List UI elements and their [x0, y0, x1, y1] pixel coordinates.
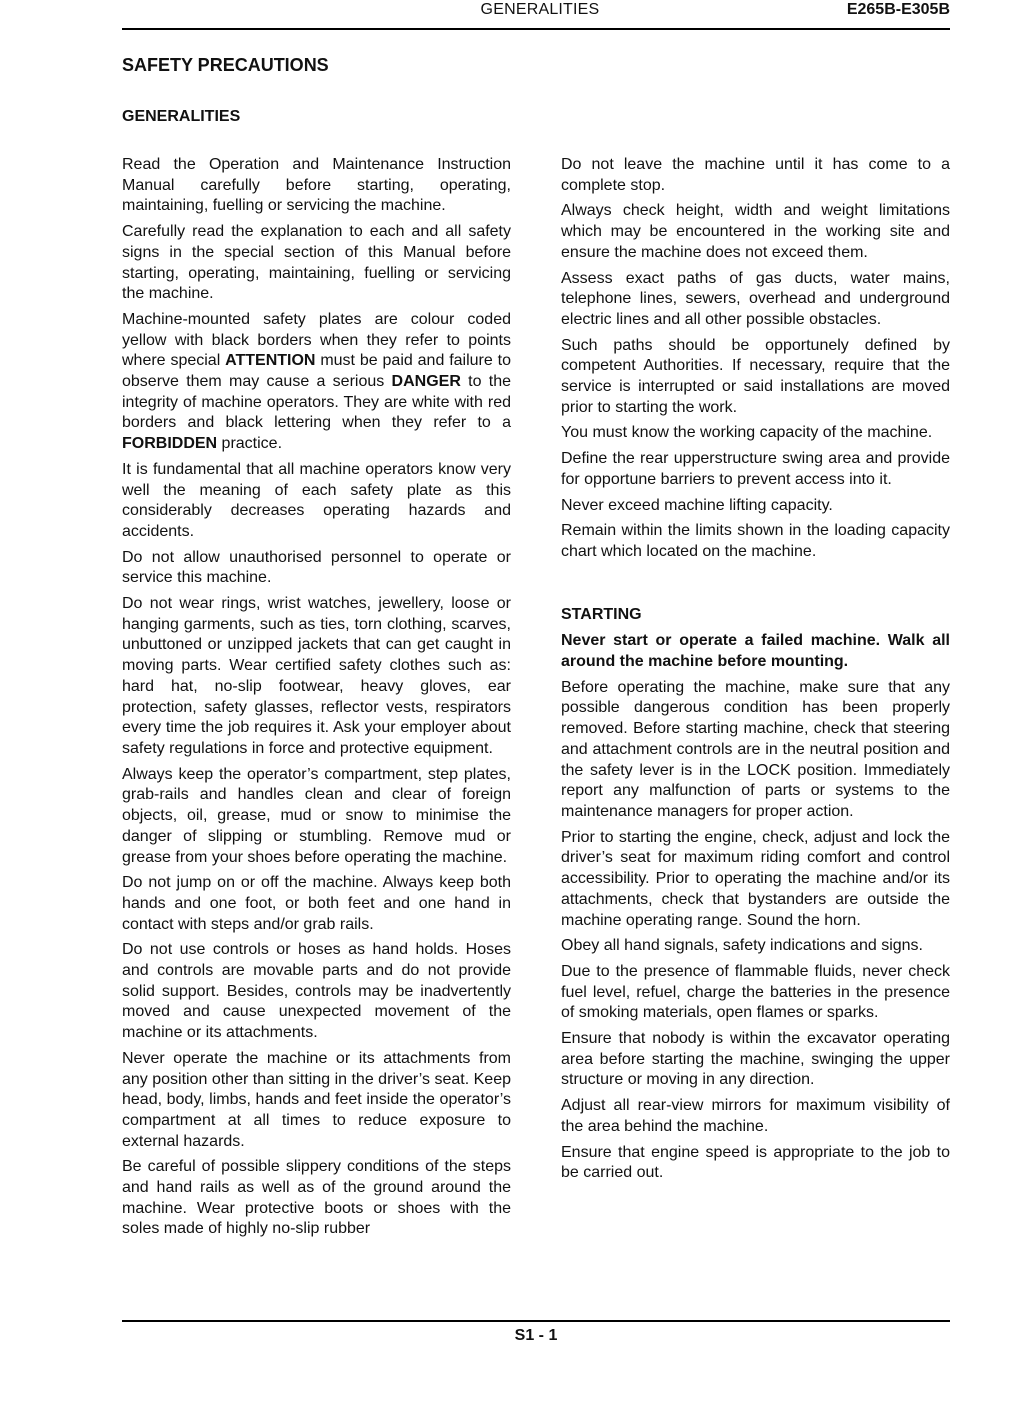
paragraph: Define the rear upperstructure swing area and provide for opportune barriers to prevent access into it. — [561, 450, 950, 488]
paragraph: Obey all hand signals, safety indications and signs. — [561, 937, 923, 955]
paragraph: Do not leave the machine until it has come to a complete stop. — [561, 156, 950, 194]
paragraph: Ensure that nobody is within the excavator operating area before starting the machine, swinging the upper structure or moving in any direction. — [561, 1030, 950, 1089]
left-column — [122, 155, 511, 1245]
page-title: SAFETY PRECAUTIONS — [122, 55, 329, 75]
attention-keyword: ATTENTION — [225, 352, 316, 370]
paragraph: Do not jump on or off the machine. Always keep both hands and one foot, or both feet and one hand in contact with steps and/or grab rails. — [122, 874, 511, 933]
paragraph: It is fundamental that all machine operators know very well the meaning of each safety plate as this considerably decreases operating hazards and accidents. — [122, 460, 511, 540]
footer-divider — [122, 1320, 950, 1322]
paragraph-safety-plates: Machine-mounted safety plates are colour coded yellow with black borders when they refer to points where special ATTENTION must be paid and failure to observe them may cause a serious DANGER to the integrity of machine operators. They are white with red borders and black lettering when they refer to a FORBIDDEN practice. — [122, 310, 512, 453]
paragraph: Always check height, width and weight limitations which may be encountered in the working site and ensure the machine does not exceed them. — [561, 202, 950, 261]
paragraph: Never exceed machine lifting capacity. — [561, 496, 833, 514]
page-number: S1 - 1 — [514, 1327, 558, 1344]
paragraph: Remain within the limits shown in the loading capacity chart which located on the machine. — [561, 522, 950, 560]
section-title: GENERALITIES — [122, 108, 241, 125]
paragraph: You must know the working capacity of the machine. — [561, 424, 933, 442]
danger-keyword: DANGER — [391, 373, 461, 391]
paragraph: Be careful of possible slippery conditions of the steps and hand rails as well as of the ground around the machine. Wear protective boots or shoes with the soles made of highly no-slip rubber — [122, 1158, 511, 1238]
paragraph: Do not allow unauthorised personnel to operate or service this machine. — [122, 548, 511, 587]
forbidden-keyword: FORBIDDEN — [122, 435, 218, 453]
paragraph: Never operate the machine or its attachments from any position other than sitting in the driver’s seat. Keep head, body, limbs, hands and feet inside the operator’s compartment at all times to reduce exposure to external hazards. — [122, 1049, 511, 1150]
right-column — [561, 155, 950, 1189]
paragraph: Before operating the machine, make sure that any possible dangerous condition has been properly removed. Before starting machine, check that steering and attachment controls are in the neutral position and the safety lever is in the LOCK position. Immediately report any malfunction of parts or systems to the maintenance managers for proper action. — [561, 678, 950, 820]
starting-heading: STARTING — [561, 605, 642, 623]
paragraph: Ensure that engine speed is appropriate to the job to be carried out. — [561, 1143, 950, 1182]
paragraph: Assess exact paths of gas ducts, water mains, telephone lines, sewers, overhead and underground electric lines and all other possible obstacles. — [561, 269, 950, 328]
paragraph: Do not wear rings, wrist watches, jewellery, loose or hanging garments, such as ties, torn clothing, scarves, unbuttoned or unzipped jackets that can get caught in moving parts. Wear certified safety clothes such as: hard hat, no-slip footwear, heavy gloves, ear protection, safety glasses, reflector vests, respirators every time the job requires it. Ask your employer about safety regulations in force and protective equipment. — [122, 595, 511, 757]
header-divider — [122, 28, 950, 30]
paragraph: Adjust all rear-view mirrors for maximum visibility of the area behind the machine. — [561, 1097, 950, 1135]
paragraph: Always keep the operator’s compartment, step plates, grab-rails and handles clean and clear of foreign objects, oil, grease, mud or snow to minimise the danger of slipping or stumbling. Remove mud or grease from your shoes before operating the machine. — [122, 765, 511, 866]
paragraph: Do not use controls or hoses as hand holds. Hoses and controls are movable parts and do not provide solid support. Besides, controls may be inadvertently moved and cause unexpected movement of the machine or its attachments. — [122, 941, 511, 1042]
paragraph: Prior to starting the engine, check, adjust and lock the driver’s seat for maximum riding comfort and control accessibility. Prior to operating the machine and/or its attachments, check that bystanders are outside the machine operating range. Sound the horn. — [561, 828, 950, 929]
header-model-label: E265B-E305B — [846, 1, 950, 18]
paragraph: Such paths should be opportunely defined by competent Authorities. If necessary, require that the service is interrupted or said installations are moved prior to starting the work. — [561, 336, 950, 416]
paragraph: Carefully read the explanation to each and all safety signs in the special section of this Manual before starting, operating, maintaining, fuelling or servicing the machine. — [122, 223, 511, 303]
starting-warning: Never start or operate a failed machine. Walk all around the machine before mounting. — [561, 632, 950, 671]
paragraph: Due to the presence of flammable fluids, never check fuel level, refuel, charge the batteries in the presence of smoking materials, open flames or sparks. — [561, 962, 950, 1022]
paragraph: Read the Operation and Maintenance Instruction Manual carefully before starting, operating, maintaining, fuelling or servicing the machine. — [122, 156, 511, 215]
header-section-label: GENERALITIES — [480, 1, 600, 18]
